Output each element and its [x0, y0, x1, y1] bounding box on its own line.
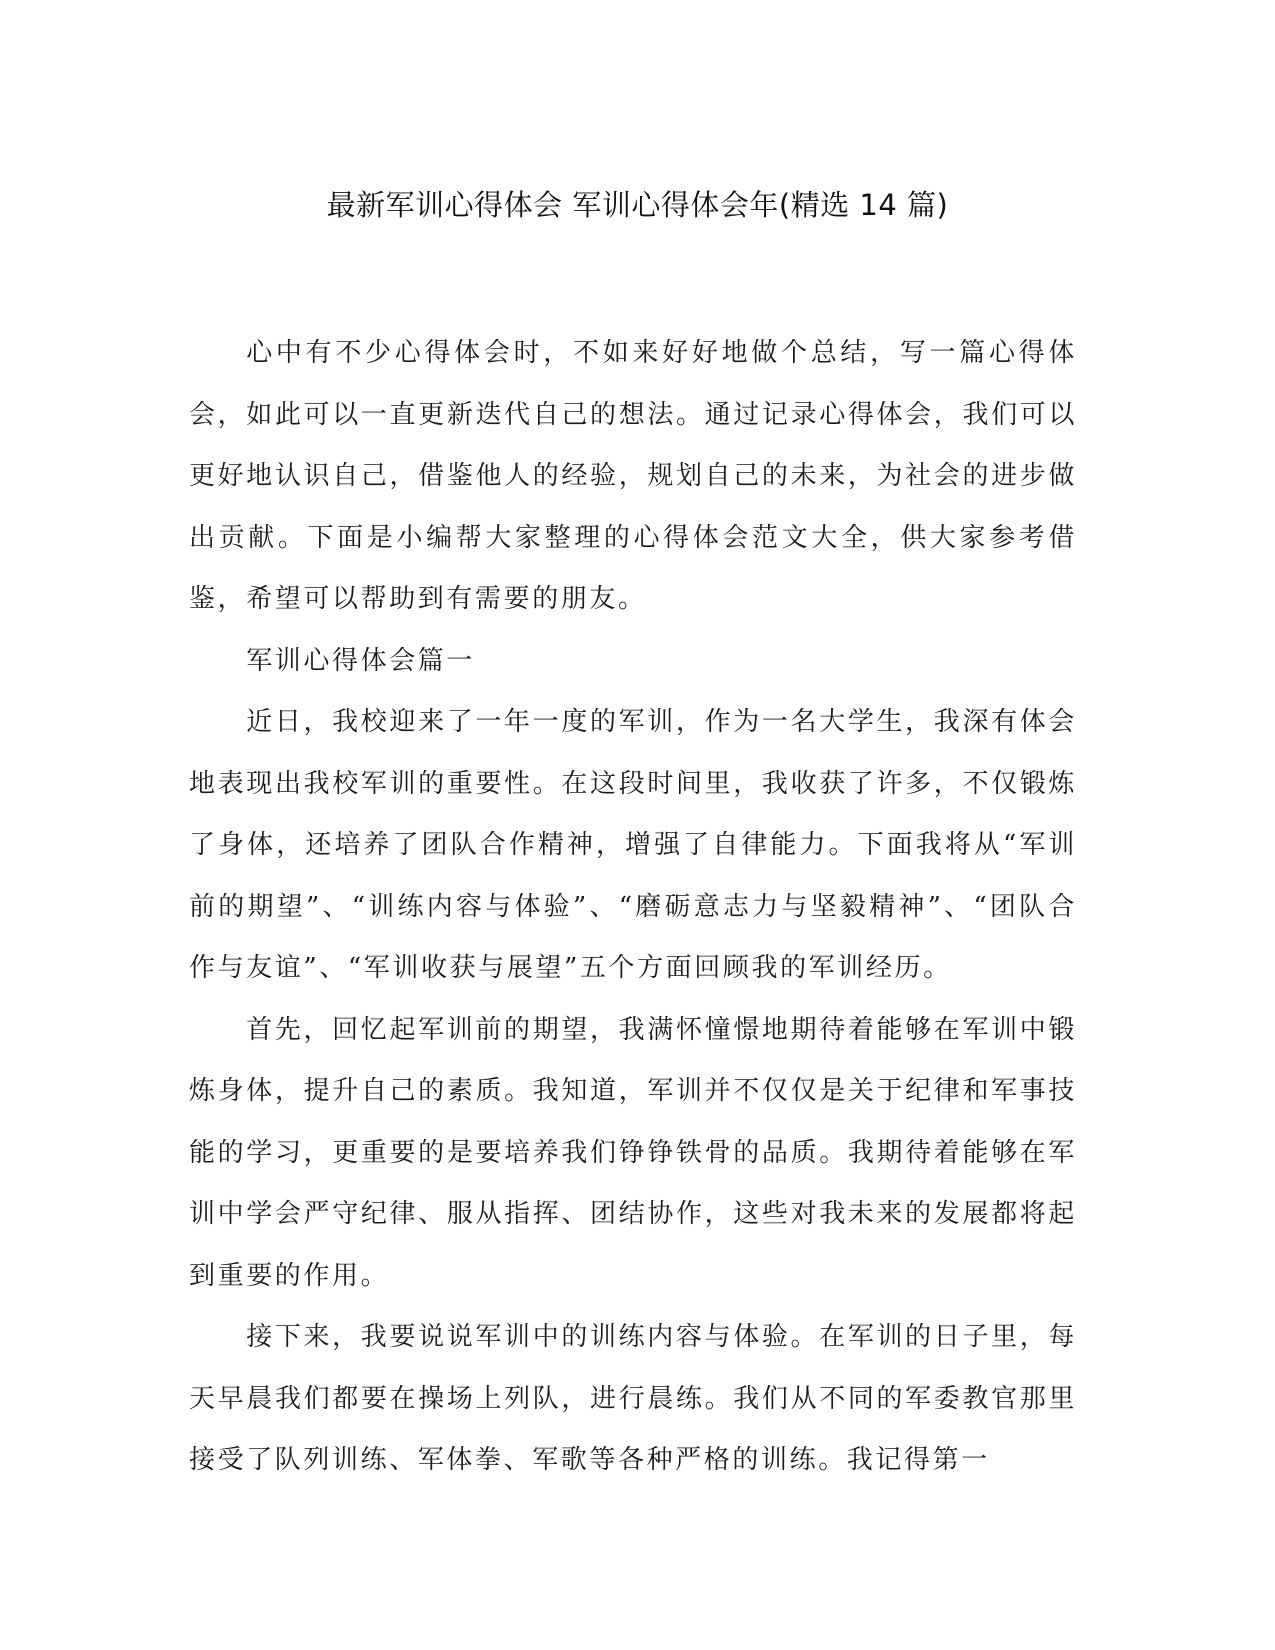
section-heading-part-one: 军训心得体会篇一	[246, 645, 475, 676]
body-paragraph-2: 首先，回忆起军训前的期望，我满怀憧憬地期待着能够在军训中锻炼身体，提升自己的素质。我知道，军训并不仅仅是关于纪律和军事技能的学习，更重要的是要培养我们铮铮铁骨的品质。我期待着能够在军训中学会严守纪律、服从指挥、团结协作，这些对我未来的发展都将起到重要的作用。	[189, 1014, 1077, 1291]
body-paragraph-3: 接下来，我要说说军训中的训练内容与体验。在军训的日子里，每天早晨我们都要在操场上列队，进行晨练。我们从不同的军委教官那里接受了队列训练、军体拳、军歌等各种严格的训练。我记得第一	[189, 1322, 1077, 1475]
body-paragraph-1: 近日，我校迎来了一年一度的军训，作为一名大学生，我深有体会地表现出我校军训的重要性。在这段时间里，我收获了许多，不仅锻炼了身体，还培养了团队合作精神，增强了自律能力。下面我将从“军训前的期望”、“训练内容与体验”、“磨砺意志力与坚毅精神”、“团队合作与友谊”、“军训收获与展望”五个方面回顾我的军训经历。	[189, 707, 1077, 983]
intro-paragraph: 心中有不少心得体会时，不如来好好地做个总结，写一篇心得体会，如此可以一直更新迭代自己的想法。通过记录心得体会，我们可以更好地认识自己，借鉴他人的经验，规划自己的未来，为社会的进步做出贡献。下面是小编帮大家整理的心得体会范文大全，供大家参考借鉴，希望可以帮助到有需要的朋友。	[189, 338, 1077, 614]
document-title: 最新军训心得体会 军训心得体会年(精选 14 篇)	[326, 188, 949, 222]
document-body	[189, 323, 1077, 1492]
